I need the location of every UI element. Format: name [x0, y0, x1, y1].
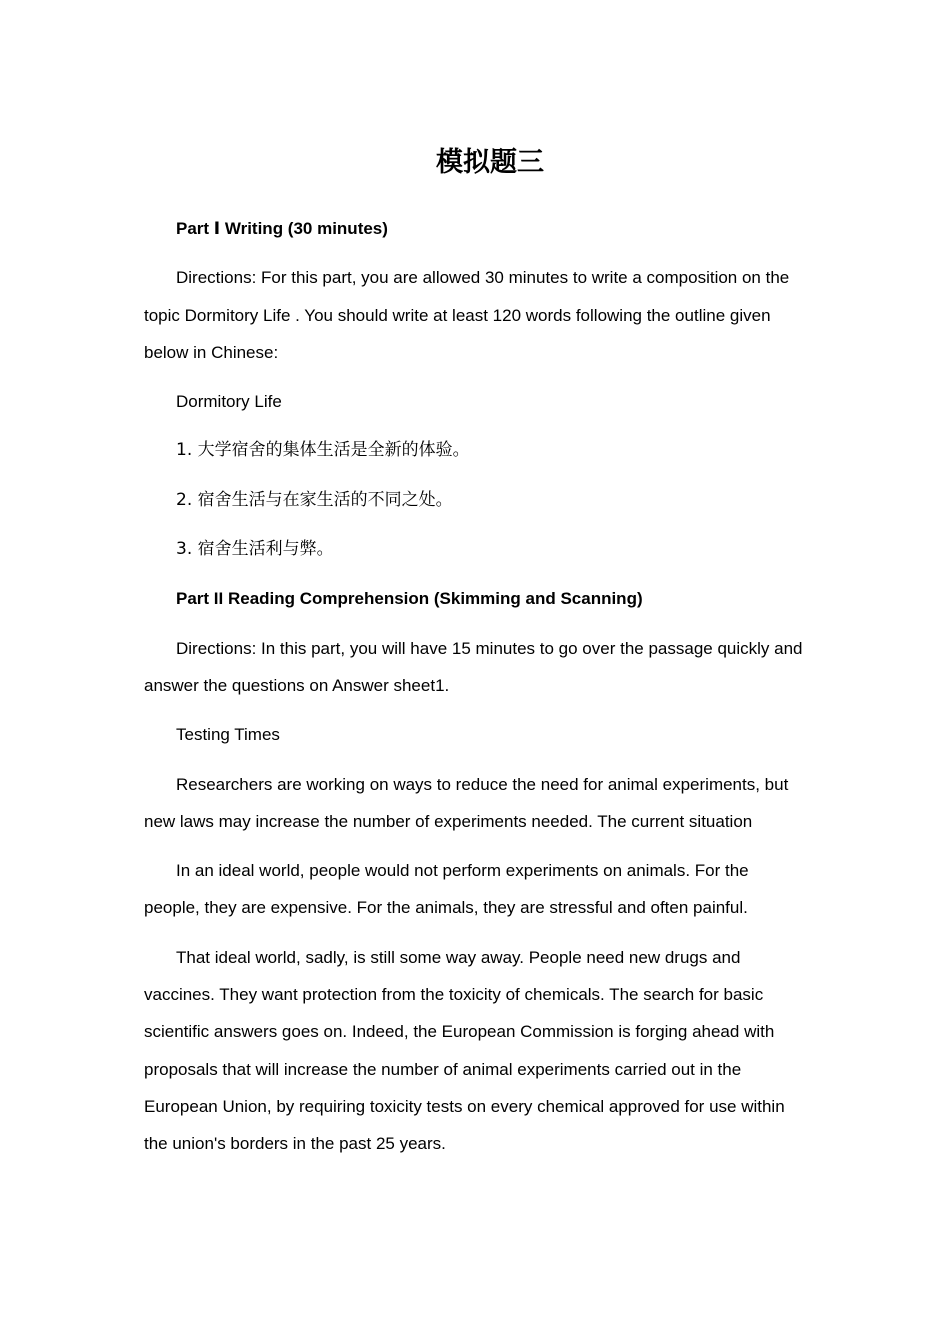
paragraph-passage-2: In an ideal world, people would not perform experiments on animals. For the people, they are expensive. For the animals, they are stressful and often painful. [144, 861, 749, 918]
paragraph-reading-directions: Directions: In this part, you will have 15 minutes to go over the passage quickly and answer the questions on Answer sheet1. [144, 638, 803, 695]
section-heading-reading: Part II Reading Comprehension (Skimming and Scanning) [176, 589, 643, 609]
paragraph-passage-3: That ideal world, sadly, is still some way away. People need new drugs and vaccines. They want protection from the toxicity of chemicals. The search for basic scientific answers goes on. Indeed, the European Commission is forging ahead with proposals that will increase the number of animal experiments carried out in the European Union, by requiring toxicity tests on every chemical approved for use within the union's borders in the past 25 years. [144, 947, 785, 1154]
paragraph-passage-title: Testing Times [176, 725, 280, 745]
paragraph-composition-topic: Dormitory Life [176, 392, 282, 412]
paragraph-passage-1: Researchers are working on ways to reduce the need for animal experiments, but new laws may increase the number of experiments needed. The current situation [144, 774, 789, 831]
outline-item-2: 2. 宿舍生活与在家生活的不同之处。 [176, 489, 453, 510]
outline-item-1: 1. 大学宿舍的集体生活是全新的体验。 [176, 440, 470, 461]
document-body [144, 210, 809, 1175]
section-heading-writing: Part Ⅰ Writing (30 minutes) [176, 219, 388, 238]
page-title: 模拟题三 [436, 147, 544, 178]
outline-item-3: 3. 宿舍生活利与弊。 [176, 539, 334, 560]
paragraph-writing-directions: Directions: For this part, you are allowed 30 minutes to write a composition on the topic Dormitory Life . You should write at least 120 words following the outline given below in Chinese: [144, 268, 790, 362]
